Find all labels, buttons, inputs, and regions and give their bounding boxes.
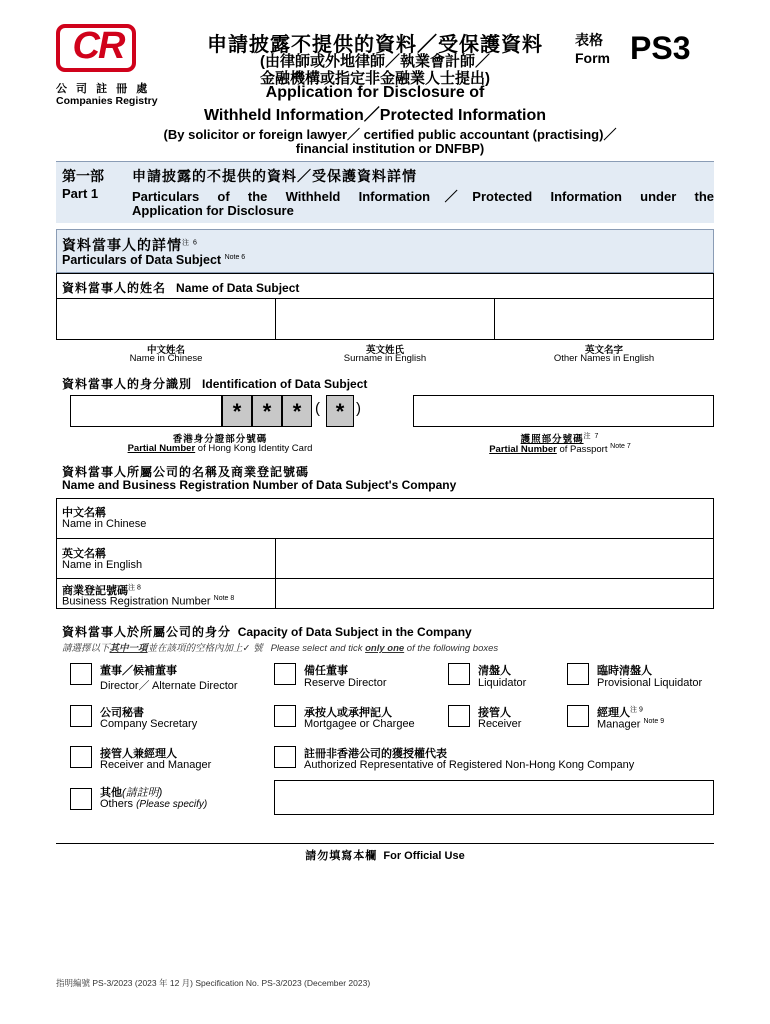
official-use-divider bbox=[56, 843, 714, 844]
passport-label-en: Partial Number of Passport $^{Note 7}$ bbox=[489, 443, 631, 456]
passport-partial-input[interactable] bbox=[413, 395, 714, 427]
registry-name-en: Companies Registry bbox=[56, 95, 158, 107]
cr-logo: CR bbox=[72, 25, 124, 67]
form-code: PS3 bbox=[630, 30, 691, 66]
option-provisional-liquidator-zh: 臨時清盤人 bbox=[597, 665, 652, 677]
name-chinese-input[interactable] bbox=[56, 298, 276, 340]
option-authorized-representative-zh: 註冊非香港公司的獲授權代表 bbox=[304, 748, 447, 760]
option-liquidator-zh: 清盤人 bbox=[478, 665, 511, 677]
part1-title-en: Particulars of the Withheld Information／Protected Information under the bbox=[132, 189, 714, 204]
hkid-paren-open: ( bbox=[315, 400, 320, 417]
name-chinese-label-en: Name in Chinese bbox=[129, 353, 203, 364]
name-label: 資料當事人的姓名 Name of Data Subject bbox=[62, 281, 300, 295]
name-chinese-label-zh: 中文姓名 bbox=[146, 345, 185, 356]
applicant-types-cont: financial institution or DNFBP) bbox=[295, 141, 485, 156]
checkbox-company-secretary[interactable] bbox=[70, 705, 92, 727]
option-authorized-representative-en: Authorized Representative of Registered Non-Hong Kong Company bbox=[304, 759, 635, 771]
form-title-en: Application for Disclosure of bbox=[265, 84, 485, 101]
option-reserve-director-en: Reserve Director bbox=[304, 677, 387, 689]
option-company-secretary-en: Company Secretary bbox=[100, 718, 198, 730]
hkid-mask-1: * bbox=[222, 395, 252, 427]
specification-number: 指明編號 PS-3/2023 (2023 年 12 月) Specification No. PS-3/2023 (December 2023) bbox=[56, 978, 371, 988]
form-title-zh-sub-2: 金融機構或指定非金融業人士提出) bbox=[260, 70, 490, 87]
checkbox-liquidator[interactable] bbox=[448, 663, 470, 685]
checkbox-manager[interactable] bbox=[567, 705, 589, 727]
company-name-chinese-label-en: Name in Chinese bbox=[62, 518, 147, 530]
applicant-types: (By solicitor or foreign lawyer／ certified public accountant (practising)／ bbox=[163, 127, 617, 142]
checkbox-receiver-and-manager[interactable] bbox=[70, 746, 92, 768]
part1-title-zh: 申請披露的不提供的資料／受保護資料詳情 bbox=[132, 168, 417, 184]
option-receiver-and-manager-en: Receiver and Manager bbox=[100, 759, 212, 771]
company-name-chinese-input[interactable] bbox=[275, 499, 713, 537]
checkbox-director[interactable] bbox=[70, 663, 92, 685]
hkid-mask-3: * bbox=[282, 395, 312, 427]
option-manager-en: Manager $^{Note 9}$ bbox=[597, 718, 665, 731]
capacity-heading: 資料當事人於所屬公司的身分 Capacity of Data Subject in the Company bbox=[62, 625, 472, 639]
option-director-en: Director／ Alternate Director bbox=[100, 680, 238, 692]
option-director-zh: 董事／候補董事 bbox=[100, 665, 177, 677]
hkid-label-zh: 香港身分證部分號碼 bbox=[172, 434, 268, 445]
option-reserve-director-zh: 備任董事 bbox=[304, 665, 348, 677]
official-use-label: 請勿填寫本欄 For Official Use bbox=[305, 850, 465, 862]
surname-label-zh: 英文姓氏 bbox=[365, 345, 404, 356]
part1-title-en-cont: Application for Disclosure bbox=[132, 203, 294, 218]
surname-label-en: Surname in English bbox=[343, 353, 427, 364]
checkbox-others[interactable] bbox=[70, 788, 92, 810]
option-manager-zh: 經理人$^{注 9}$ bbox=[597, 706, 643, 719]
identification-label: 資料當事人的身分識別 Identification of Data Subject bbox=[62, 377, 368, 391]
data-subject-heading-en: Particulars of Data Subject $^{Note 6}$ bbox=[62, 253, 246, 267]
form-title-zh: 申請披露不提供的資料／受保護資料 bbox=[207, 34, 543, 56]
checkbox-provisional-liquidator[interactable] bbox=[567, 663, 589, 685]
company-name-chinese-label-zh: 中文名稱 bbox=[62, 507, 106, 519]
checkbox-receiver[interactable] bbox=[448, 705, 470, 727]
note-6-en: Note 6 bbox=[224, 253, 246, 261]
brn-label-zh: 商業登記號碼$^{注 8}$ bbox=[62, 584, 141, 597]
checkbox-reserve-director[interactable] bbox=[274, 663, 296, 685]
option-mortgagee-zh: 承按人或承押記人 bbox=[304, 707, 392, 719]
option-receiver-and-manager-zh: 接管人兼經理人 bbox=[100, 748, 177, 760]
note-6-zh: 注 6 bbox=[182, 239, 198, 247]
other-names-english-input[interactable] bbox=[494, 298, 714, 340]
capacity-instruction: 請選擇以下其中一項並在該項的空格內加上✓ 號 Please select and tick only one of the following boxes bbox=[62, 643, 499, 654]
passport-label-zh: 護照部分號碼$^{注 7}$ bbox=[520, 433, 600, 446]
form-label-zh: 表格 bbox=[575, 32, 603, 48]
form-title-zh-sub-1: (由律師或外地律師／執業會計師／ bbox=[260, 53, 490, 70]
checkbox-authorized-representative[interactable] bbox=[274, 746, 296, 768]
company-heading-en: Name and Business Registration Number of Data Subject's Company bbox=[62, 478, 457, 492]
hkid-label-en: Partial Number of Hong Kong Identity Card bbox=[127, 443, 313, 454]
others-specify-input[interactable] bbox=[274, 780, 714, 815]
option-liquidator-en: Liquidator bbox=[478, 677, 527, 689]
form-label-en: Form bbox=[575, 50, 610, 66]
other-names-label-zh: 英文名字 bbox=[584, 345, 623, 356]
form-title-en-sub: Withheld Information／Protected Information bbox=[203, 107, 547, 124]
hkid-paren-close: ) bbox=[356, 400, 361, 417]
option-others-en: Others (Please specify) bbox=[100, 798, 208, 810]
hkid-mask-2: * bbox=[252, 395, 282, 427]
surname-english-input[interactable] bbox=[275, 298, 495, 340]
company-heading-zh: 資料當事人所屬公司的名稱及商業登記號碼 bbox=[62, 465, 310, 479]
part1-label-en: Part 1 bbox=[62, 186, 99, 201]
brn-label-en: Business Registration Number $^{Note 8}$ bbox=[62, 595, 235, 608]
checkbox-mortgagee[interactable] bbox=[274, 705, 296, 727]
brn-input[interactable] bbox=[276, 579, 713, 608]
registry-name-zh: 公 司 註 冊 處 bbox=[56, 83, 151, 95]
company-name-english-input[interactable] bbox=[276, 539, 713, 577]
option-receiver-zh: 接管人 bbox=[478, 707, 511, 719]
part1-label-zh: 第一部 bbox=[62, 168, 104, 184]
option-provisional-liquidator-en: Provisional Liquidator bbox=[597, 677, 703, 689]
other-names-label-en: Other Names in English bbox=[553, 353, 655, 364]
data-subject-heading-zh: 資料當事人的詳情$^{注 6}$ bbox=[62, 237, 198, 253]
option-company-secretary-zh: 公司秘書 bbox=[100, 707, 144, 719]
hkid-partial-input[interactable] bbox=[70, 395, 222, 427]
option-mortgagee-en: Mortgagee or Chargee bbox=[304, 718, 415, 730]
company-name-english-label-en: Name in English bbox=[62, 559, 143, 571]
option-receiver-en: Receiver bbox=[478, 718, 522, 730]
option-others-zh: 其他(請註明) bbox=[100, 787, 163, 799]
hkid-check-digit-mask: * bbox=[326, 395, 354, 427]
company-name-english-label-zh: 英文名稱 bbox=[62, 548, 106, 560]
